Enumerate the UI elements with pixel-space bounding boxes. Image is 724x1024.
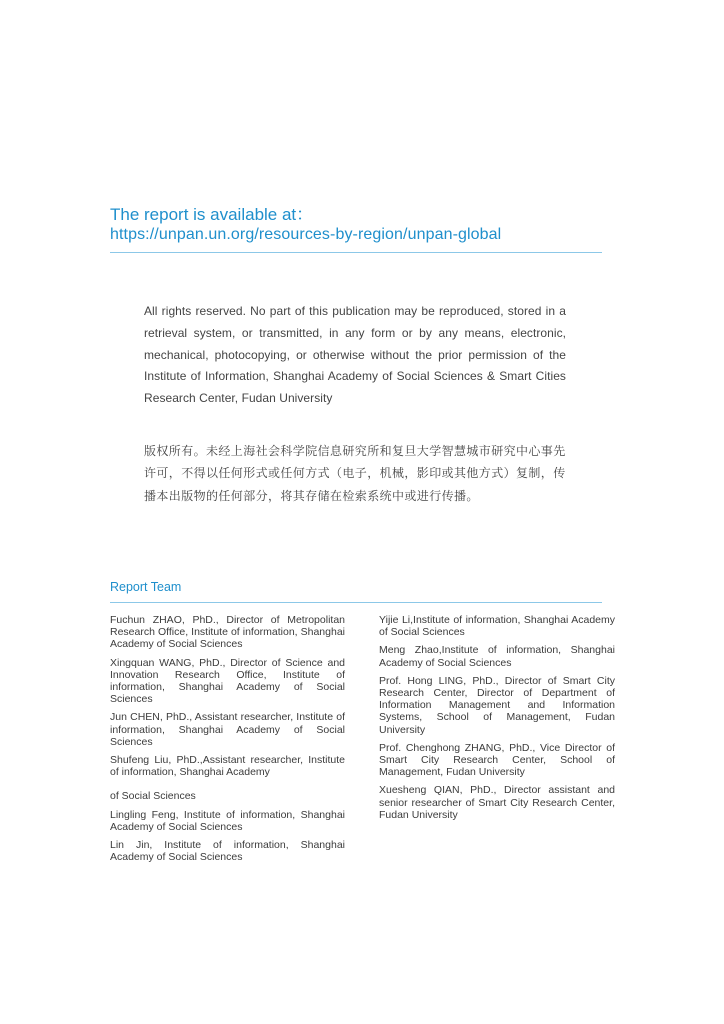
team-column-right [379, 614, 615, 827]
team-member: Jun CHEN, PhD., Assistant researcher, Institute of information, Shanghai Academy of Social Sciences [110, 711, 345, 748]
rights-chinese: 版权所有。未经上海社会科学院信息研究所和复旦大学智慧城市研究中心事先许可，不得以任何形式或任何方式（电子，机械，影印或其他方式）复制，传播本出版物的任何部分，将其存储在检索系统中或进行传播。 [144, 443, 566, 503]
team-column-left [110, 614, 345, 869]
team-member: Lin Jin, Institute of information, Shanghai Academy of Social Sciences [110, 839, 345, 864]
team-member: Xuesheng QIAN, PhD., Director assistant and senior researcher of Smart City Research Center, Fudan University [379, 784, 615, 821]
report-url-link[interactable]: https://unpan.un.org/resources-by-region/unpan-global [110, 226, 502, 243]
team-divider [110, 602, 602, 603]
availability-title: The report is available at： [110, 205, 314, 224]
team-member-continued: of Social Sciences [110, 790, 196, 803]
team-member: Shufeng Liu, PhD.,Assistant researcher, Institute of information, Shanghai Academy [110, 754, 345, 779]
team-member: Yijie Li,Institute of information, Shanghai Academy of Social Sciences [379, 614, 615, 639]
team-member: Meng Zhao,Institute of information, Shanghai Academy of Social Sciences [379, 644, 615, 669]
team-member: Prof. Hong LING, PhD., Director of Smart City Research Center, Director of Department of Information Management and Information Systems, School of Management, Fudan University [379, 674, 615, 736]
rights-notice [144, 301, 566, 507]
report-team-title: Report Team [110, 580, 182, 594]
team-member: Xingquan WANG, PhD., Director of Science and Innovation Research Office, Institute of information, Shanghai Academy of Social Sciences [110, 656, 345, 706]
top-divider [110, 252, 602, 253]
rights-english: All rights reserved. No part of this publication may be reproduced, stored in a retrieval system, or transmitted, in any form or by any means, electronic, mechanical, photocopying, or otherwise without the prior permission of the Institute of Information, Shanghai Academy of Social Sciences & Smart Cities Research Center, Fudan University [144, 304, 566, 406]
team-member: Fuchun ZHAO, PhD., Director of Metropolitan Research Office, Institute of information, Shanghai Academy of Social Sciences [110, 614, 345, 651]
team-member: Prof. Chenghong ZHANG, PhD., Vice Director of Smart City Research Center, School of Management, Fudan University [379, 741, 615, 779]
team-member: Lingling Feng, Institute of information, Shanghai Academy of Social Sciences [110, 808, 345, 833]
availability-block [110, 204, 602, 245]
